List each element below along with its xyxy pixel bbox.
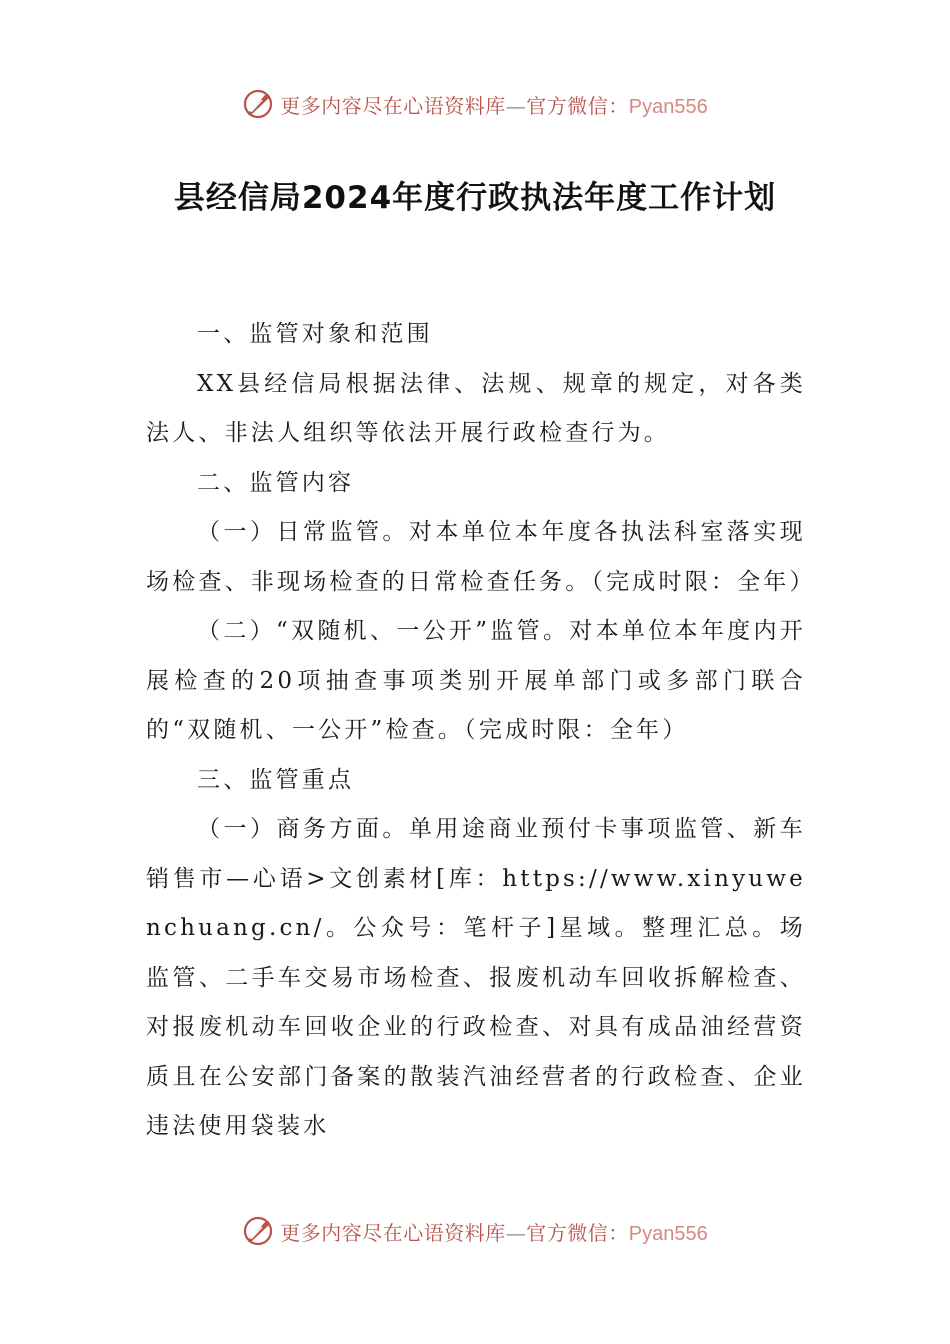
section-heading-3: 三、监管重点 — [197, 766, 355, 793]
quill-pen-icon — [242, 1215, 274, 1247]
paragraph: （二）“双随机、一公开”监管。对本单位本年度内开展检查的20项抽查事项类别开展单部门或多部门联合的“双随机、一公开”检查。（完成时限：全年） — [146, 618, 806, 743]
watermark-text: 更多内容尽在心语资料库—官方微信：Pyan556 — [280, 1220, 708, 1245]
paragraph: （一）日常监管。对本单位本年度各执法科室落实现场检查、非现场检查的日常检查任务。（完成时限：全年） — [146, 519, 816, 595]
document-title: 县经信局2024年度行政执法年度工作计划 — [173, 180, 777, 216]
paragraph: （一）商务方面。单用途商业预付卡事项监管、新车销售市—心语>文创素材[库：https://www.xinyuwenchuang.cn/。公众号：笔杆子]星域。整理汇总。场监管、二手车交易市场检查、报废机动车回收拆解检查、对报废机动车回收企业的行政检查、对具有成品油经营资质且在公安部门备案的散装汽油经营者的行政检查、企业违法使用袋装水 — [146, 816, 806, 1139]
header-watermark — [0, 84, 950, 124]
quill-pen-icon — [242, 88, 274, 120]
footer-watermark — [0, 1211, 950, 1251]
paragraph: XX县经信局根据法律、法规、规章的规定，对各类法人、非法人组织等依法开展行政检查行为。 — [146, 370, 806, 446]
section-heading-2: 二、监管内容 — [197, 469, 355, 496]
document-body — [146, 310, 816, 1152]
watermark-text: 更多内容尽在心语资料库—官方微信：Pyan556 — [280, 93, 708, 118]
wechat-id: Pyan556 — [628, 1222, 708, 1245]
wechat-id: Pyan556 — [628, 95, 708, 118]
section-heading-1: 一、监管对象和范围 — [197, 321, 433, 347]
